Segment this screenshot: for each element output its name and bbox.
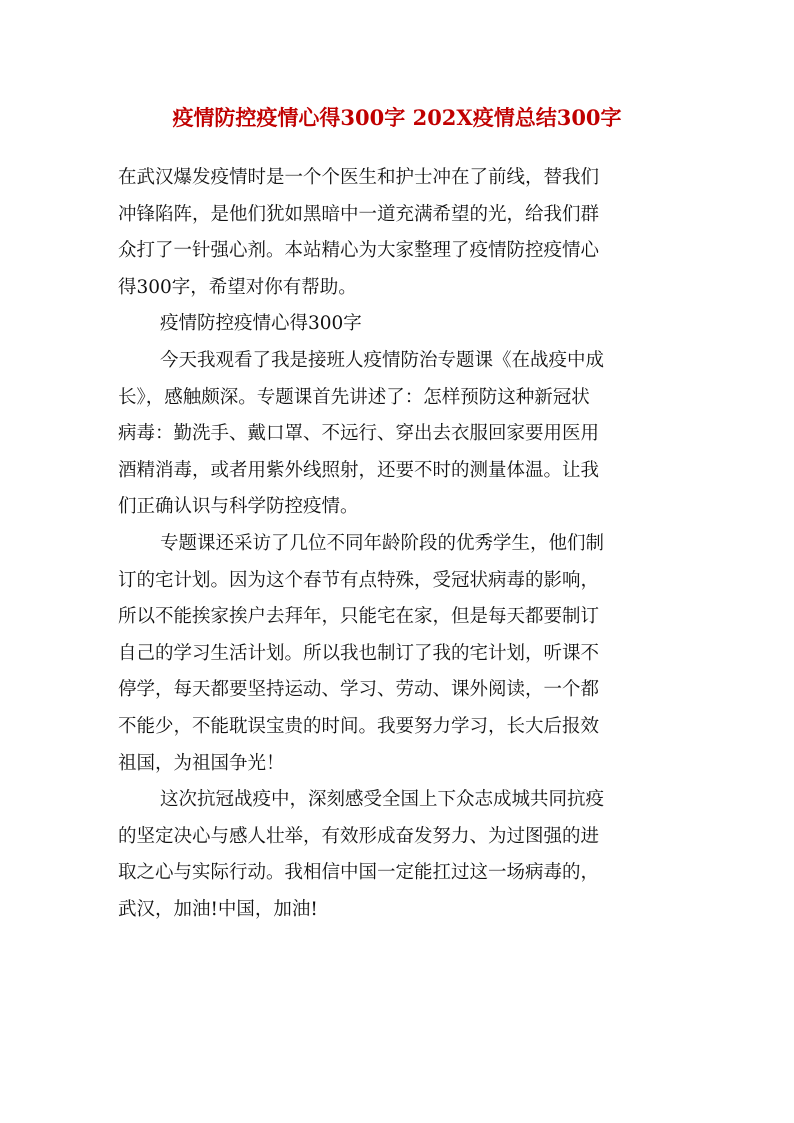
text-line: 在武汉爆发疫情时是一个个医生和护士冲在了前线，替我们 bbox=[118, 167, 600, 188]
text-line: 取之心与实际行动。我相信中国一定能扛过这一场病毒的， bbox=[118, 862, 600, 884]
text-line: 疫情防控疫情心得300字 bbox=[160, 313, 362, 335]
text-line: 的坚定决心与感人壮举，有效形成奋发努力、为过图强的进 bbox=[118, 825, 600, 847]
text-line: 酒精消毒，或者用紫外线照射，还要不时的测量体温。让我 bbox=[118, 459, 600, 481]
text-line: 这次抗冠战疫中，深刻感受全国上下众志成城共同抗疫 bbox=[160, 789, 605, 811]
text-line: 武汉，加油!中国，加油! bbox=[118, 898, 318, 920]
text-line: 专题课还采访了几位不同年龄阶段的优秀学生，他们制 bbox=[160, 532, 605, 554]
text-line: 长》，感触颇深。专题课首先讲述了：怎样预防这种新冠状 bbox=[118, 386, 590, 408]
text-line: 自己的学习生活计划。所以我也制订了我的宅计划，听课不 bbox=[118, 642, 600, 664]
text-line: 停学，每天都要坚持运动、学习、劳动、课外阅读，一个都 bbox=[118, 679, 600, 701]
text-line: 今天我观看了我是接班人疫情防治专题课《在战疫中成 bbox=[160, 349, 605, 371]
document-body bbox=[118, 160, 676, 928]
text-line: 祖国，为祖国争光！ bbox=[118, 752, 285, 774]
text-line: 们正确认识与科学防控疫情。 bbox=[118, 496, 359, 518]
text-line: 众打了一针强心剂。本站精心为大家整理了疫情防控疫情心 bbox=[118, 240, 600, 262]
text-line: 订的宅计划。因为这个春节有点特殊，受冠状病毒的影响， bbox=[118, 569, 600, 591]
text-line: 得300字，希望对你有帮助。 bbox=[118, 276, 357, 298]
document-title: 疫情防控疫情心得300字 202X疫情总结300字 bbox=[172, 105, 622, 130]
text-line: 不能少，不能耽误宝贵的时间。我要努力学习，长大后报效 bbox=[118, 715, 600, 737]
text-line: 所以不能挨家挨户去拜年，只能宅在家，但是每天都要制订 bbox=[118, 606, 600, 628]
text-line: 病毒：勤洗手、戴口罩、不远行、穿出去衣服回家要用医用 bbox=[118, 423, 600, 445]
text-line: 冲锋陷阵，是他们犹如黑暗中一道充满希望的光，给我们群 bbox=[118, 203, 600, 225]
